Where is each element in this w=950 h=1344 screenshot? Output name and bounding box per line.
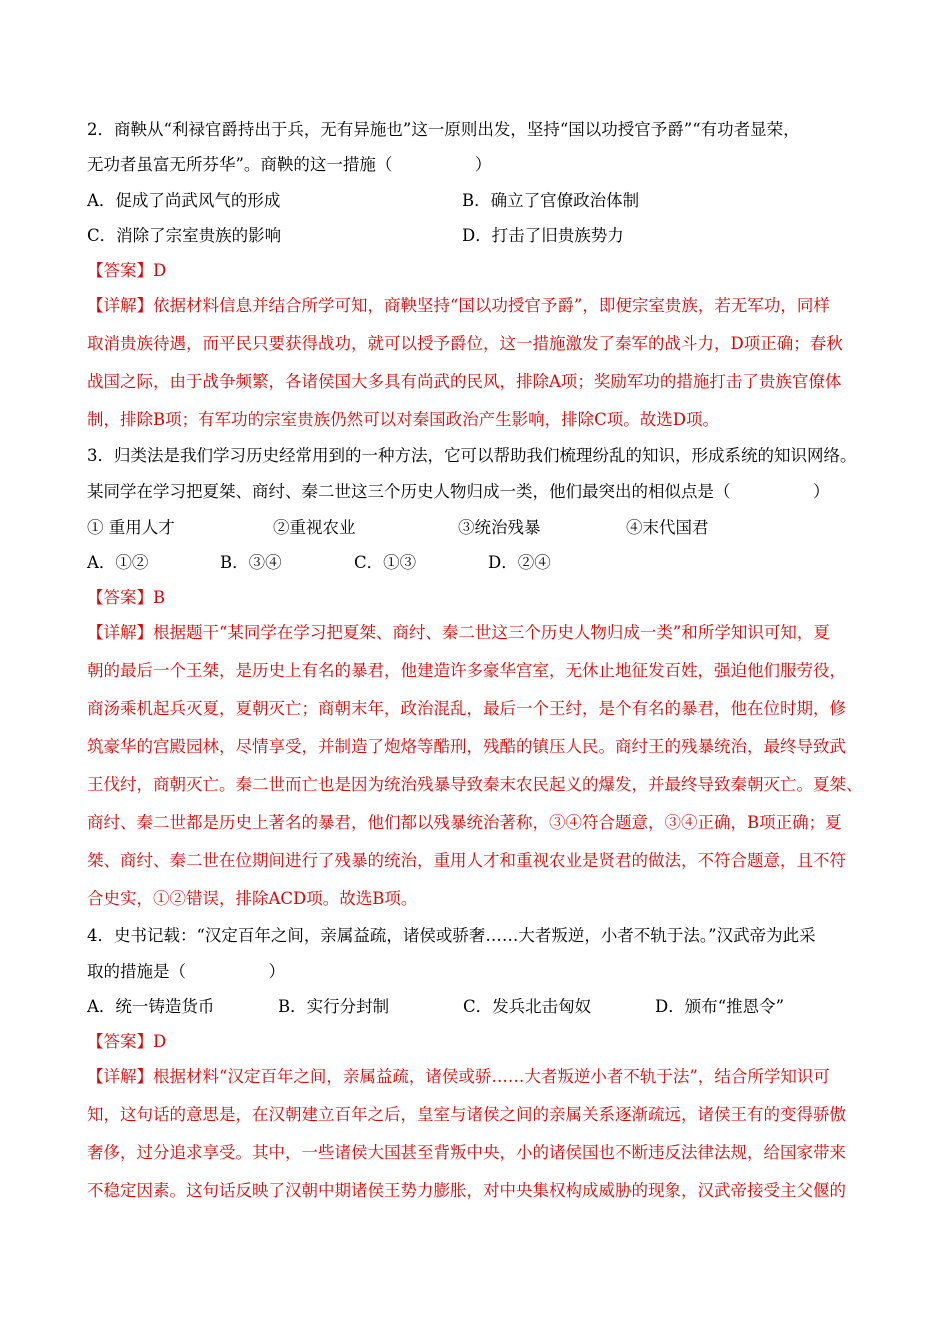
q3-detail-line-2: 朝的最后一个王桀，是历史上有名的暴君，他建造许多豪华宫室，无休止地征发百姓，强迫他们服劳役， — [87, 661, 846, 680]
q2-detail-line-2: 取消贵族待遇，而平民只要获得战功，就可以授予爵位，这一措施激发了秦军的战斗力，D项正确；春秋 — [87, 334, 843, 353]
q4-option-b: B．实行分封制 — [278, 997, 390, 1016]
q4-option-c: C．发兵北击匈奴 — [463, 997, 592, 1016]
q3-detail-line-5: 王伐纣，商朝灭亡。秦二世而亡也是因为统治残暴导致秦末农民起义的爆发，并最终导致秦朝灭亡。夏桀、 — [87, 775, 863, 794]
q3-option-c: C．①③ — [354, 553, 417, 572]
q4-option-d: D．颁布“推恩令” — [655, 997, 785, 1016]
q3-option-a: A．①② — [87, 553, 149, 572]
q3-detail-line-4: 筑豪华的宫殿园林，尽情享受，并制造了炮烙等酷刑，残酷的镇压人民。商纣王的残暴统治，最终导致武 — [87, 737, 846, 756]
q3-item-3: ③统治残暴 — [458, 518, 541, 537]
q3-option-b: B．③④ — [220, 553, 282, 572]
q2-option-a: A．促成了尚武风气的形成 — [87, 191, 281, 210]
q2-answer: 【答案】D — [87, 261, 167, 280]
q3-option-d: D．②④ — [488, 553, 551, 572]
q2-option-b: B．确立了官僚政治体制 — [462, 191, 640, 210]
q3-detail-line-3: 商汤乘机起兵灭夏，夏朝灭亡；商朝末年，政治混乱，最后一个王纣，是个有名的暴君，他在位时期，修 — [87, 699, 846, 718]
q4-detail-line-4: 不稳定因素。这句话反映了汉朝中期诸侯王势力膨胀，对中央集权构成威胁的现象，汉武帝接受主父偃的 — [87, 1181, 846, 1200]
q2-option-d: D．打击了旧贵族势力 — [462, 226, 624, 245]
q4-answer: 【答案】D — [87, 1032, 167, 1051]
q2-option-c: C．消除了宗室贵族的影响 — [87, 226, 282, 245]
q2-detail-line-3: 战国之际，由于战争频繁，各诸侯国大多具有尚武的民风，排除A项；奖励军功的措施打击了贵族官僚体 — [87, 372, 842, 391]
q3-detail-line-1: 【详解】根据题干“某同学在学习把夏桀、商纣、秦二世这三个历史人物归成一类”和所学知识可知，夏 — [87, 623, 830, 642]
q3-stem-line-2: 某同学在学习把夏桀、商纣、秦二世这三个历史人物归成一类，他们最突出的相似点是（ ） — [87, 482, 830, 501]
q4-detail-line-2: 知，这句话的意思是，在汉朝建立百年之后，皇室与诸侯之间的亲属关系逐渐疏远，诸侯王有的变得骄傲 — [87, 1105, 846, 1124]
q4-detail-line-3: 奢侈，过分追求享受。其中，一些诸侯大国甚至背叛中央，小的诸侯国也不断违反法律法规，给国家带来 — [87, 1143, 846, 1162]
q3-stem-line-1: 3．归类法是我们学习历史经常用到的一种方法，它可以帮助我们梳理纷乱的知识，形成系统的知识网络。 — [87, 446, 857, 465]
q3-answer: 【答案】B — [87, 588, 166, 607]
q4-stem-line-2: 取的措施是（ ） — [87, 962, 285, 981]
q4-stem-line-1: 4．史书记载：“汉定百年之间，亲属益疏，诸侯或骄奢……大者叛逆，小者不轨于法。”汉武帝为此采 — [87, 926, 816, 945]
q3-item-1: ① 重用人才 — [87, 518, 175, 537]
q4-detail-line-1: 【详解】根据材料“汉定百年之间，亲属益疏，诸侯或骄……大者叛逆小者不轨于法”，结合所学知识可 — [87, 1067, 830, 1086]
q3-detail-line-6: 商纣、秦二世都是历史上著名的暴君，他们都以残暴统治著称，③④符合题意，③④正确，B项正确；夏 — [87, 813, 842, 832]
q4-option-a: A．统一铸造货币 — [87, 997, 215, 1016]
q3-detail-line-7: 桀、商纣、秦二世在位期间进行了残暴的统治，重用人才和重视农业是贤君的做法，不符合题意，且不符 — [87, 851, 846, 870]
q3-item-4: ④末代国君 — [626, 518, 709, 537]
q3-detail-line-8: 合史实，①②错误，排除ACD项。故选B项。 — [87, 889, 418, 908]
q2-detail-line-4: 制，排除B项；有军功的宗室贵族仍然可以对秦国政治产生影响，排除C项。故选D项。 — [87, 410, 719, 429]
q2-stem-line-2: 无功者虽富无所芬华”。商鞅的这一措施（ ） — [87, 155, 492, 174]
q3-item-2: ②重视农业 — [273, 518, 356, 537]
q2-detail-line-1: 【详解】依据材料信息并结合所学可知，商鞅坚持“国以功授官予爵”，即便宗室贵族，若无军功，同样 — [87, 296, 830, 315]
q2-stem-line-1: 2．商鞅从“利禄官爵持出于兵，无有异施也”这一原则出发，坚持“国以功授官予爵”“有功者显荣， — [87, 120, 800, 139]
